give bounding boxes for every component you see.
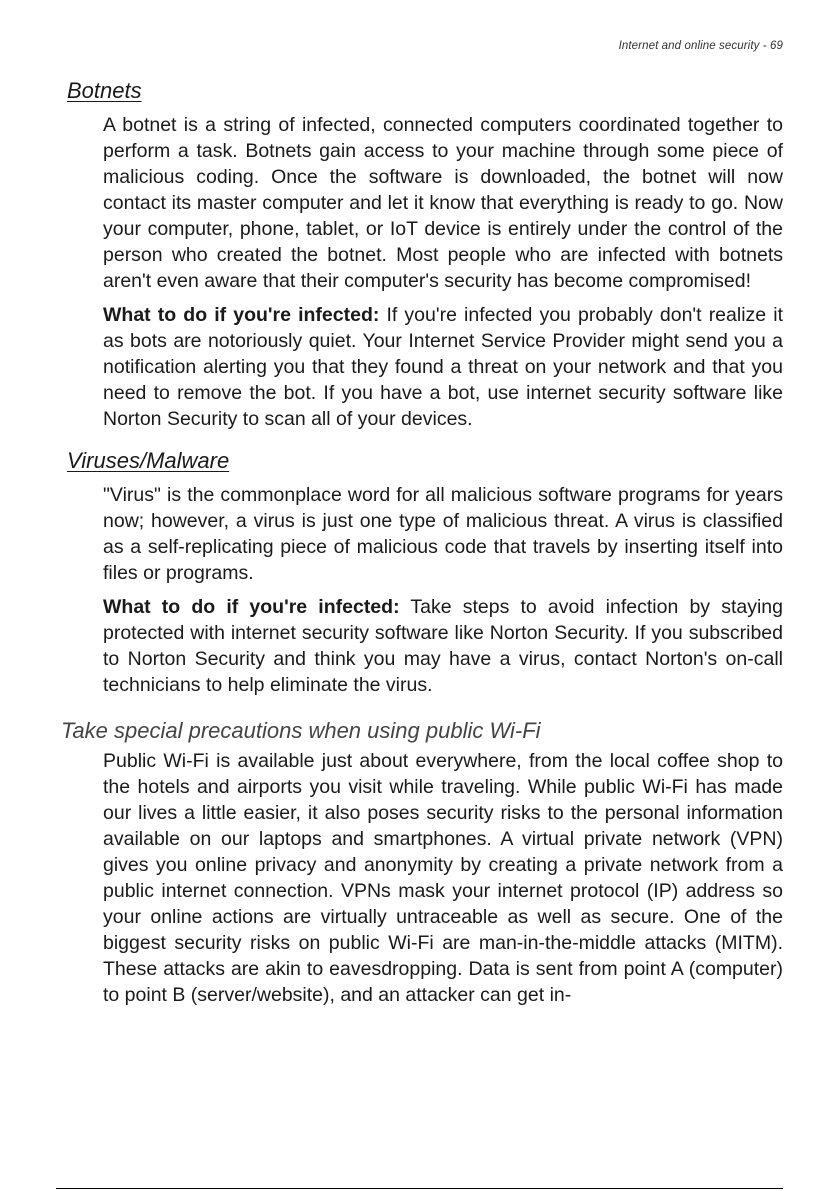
botnets-intro-paragraph: A botnet is a string of infected, connected computers coordinated together to perform a task. Botnets gain access to your machine through some piece of malicious coding. Once the software is downloaded, the botnet will now contact its master computer and let it know that everything is ready to go. Now your computer, phone, tablet, or IoT device is entirely under the control of the person who created the botnet. Most people who are infected with botnets aren't even aware that their computer's security has become compromised!	[103, 114, 783, 292]
viruses-action-label: What to do if you're infected:	[103, 596, 400, 618]
footer-rule	[56, 1188, 783, 1189]
viruses-action-paragraph	[103, 594, 783, 698]
public-wifi-heading: Take special precautions when using public Wi-Fi	[61, 718, 541, 743]
viruses-section	[0, 446, 839, 698]
public-wifi-paragraph: Public Wi-Fi is available just about everywhere, from the local coffee shop to the hotels and airports you visit while traveling. While public Wi-Fi has made our lives a little easier, it also poses security risks to the personal information available on our laptops and smartphones. A virtual private network (VPN) gives you online privacy and anonymity by creating a private network from a public internet connection. VPNs mask your internet protocol (IP) address so your online actions are virtually untraceable as well as secure. One of the biggest security risks on public Wi-Fi are man-in-the-middle attacks (MITM). These attacks are akin to eavesdropping. Data is sent from point A (computer) to point B (server/website), and an attacker can get in-	[103, 750, 783, 1006]
botnets-action-text: If you're infected you probably don't realize it as bots are notoriously quiet. Your Internet Service Provider might send you a notification alerting you that they found a threat on your network and that you need to remove the bot. If you have a bot, use internet security software like Norton Security to scan all of your devices.	[103, 304, 783, 430]
running-header: Internet and online security - 69	[618, 40, 783, 52]
viruses-intro-paragraph: "Virus" is the commonplace word for all malicious software programs for years now; however, a virus is just one type of malicious threat. A virus is classified as a self-replicating piece of malicious code that travels by inserting itself into files or programs.	[103, 484, 783, 584]
botnets-section	[0, 76, 839, 432]
public-wifi-section	[0, 716, 839, 1008]
botnets-action-paragraph	[103, 302, 783, 432]
botnets-heading: Botnets	[67, 78, 142, 103]
page-content	[0, 76, 839, 1016]
botnets-action-label: What to do if you're infected:	[103, 304, 380, 326]
viruses-action-text: Take steps to avoid infection by staying protected with internet security software like Norton Security. If you subscribed to Norton Security and think you may have a virus, contact Norton's on-call technicians to help eliminate the virus.	[103, 596, 783, 696]
viruses-heading: Viruses/Malware	[67, 448, 230, 473]
